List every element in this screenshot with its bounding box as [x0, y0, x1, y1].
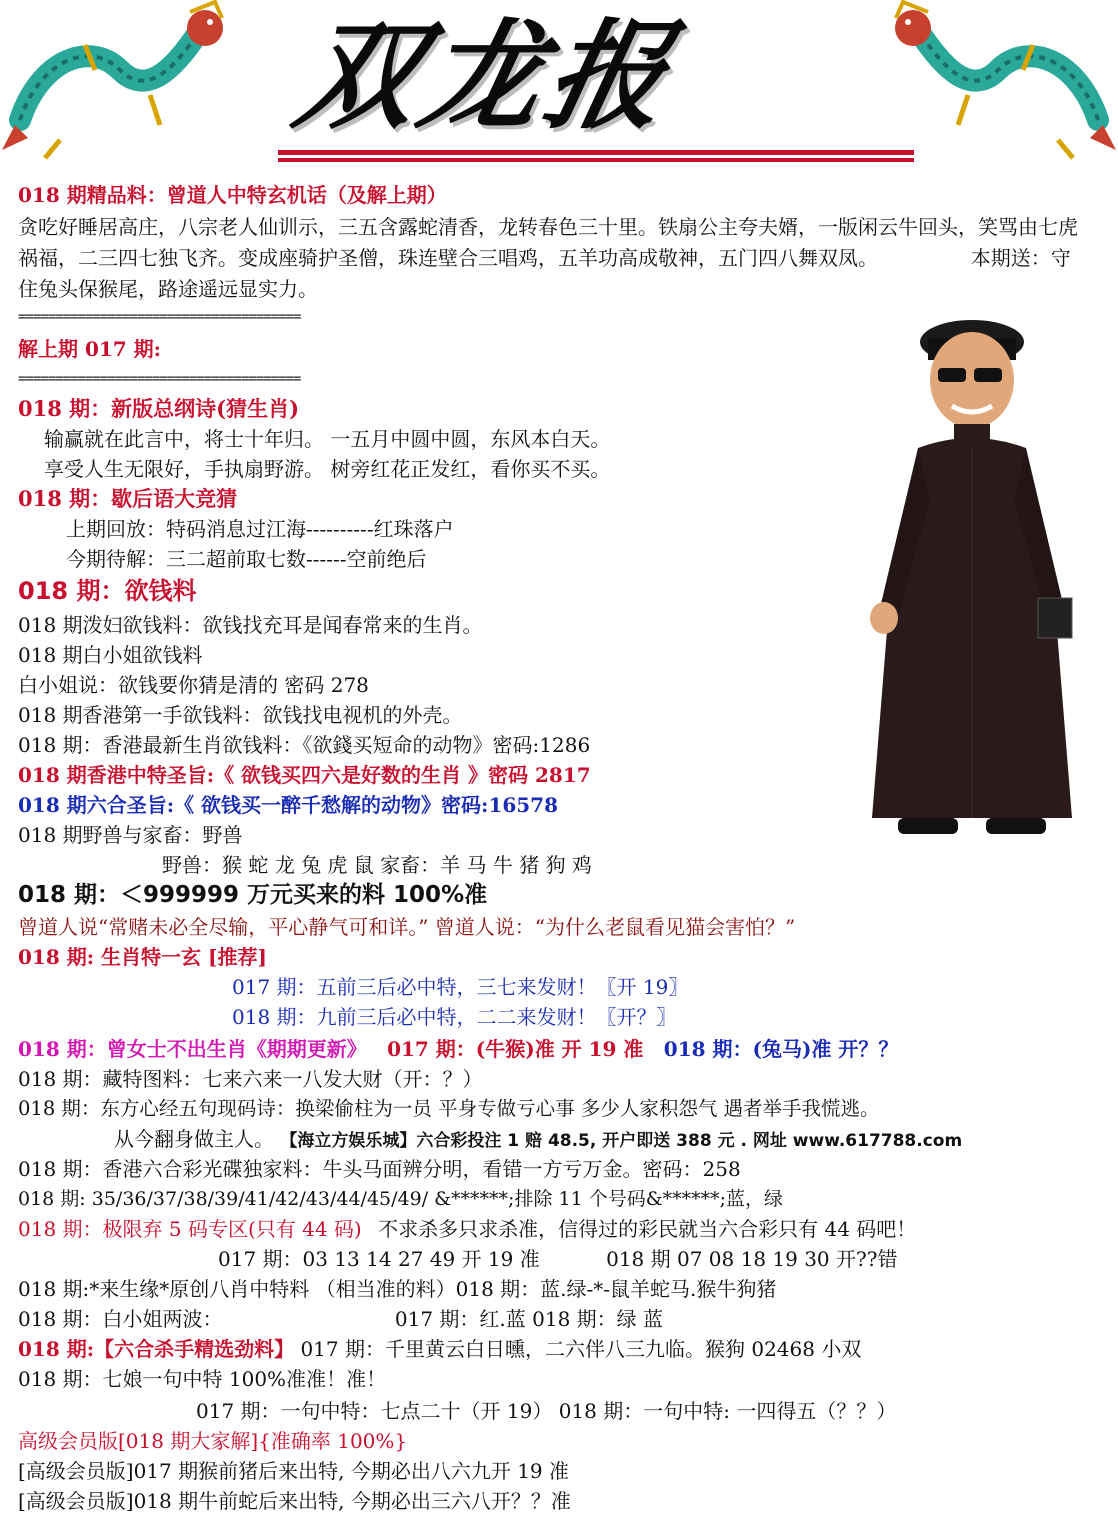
- zodiac-list: 野兽：猴 蛇 龙 兔 虎 鼠 家畜：羊 马 牛 猪 狗 鸡: [162, 853, 592, 877]
- section-heading-jingpin: 018 期精品料：曾道人中特玄机话（及解上期）: [18, 183, 447, 207]
- text-line: 018 期白小姐欲钱料: [18, 643, 203, 667]
- prediction-line: 018 期：九前三后必中特，二二来发财！〖开？〗: [232, 1005, 677, 1029]
- riddle-line: 今期待解：三二超前取七数------空前绝后: [66, 547, 427, 571]
- highlight-line-blue: 018 期六合圣旨:《 欲钱买一醉千愁解的动物》密码:16578: [18, 793, 559, 817]
- section-heading-shengxiao: 018 期: 生肖特一玄 [推荐]: [18, 945, 267, 969]
- mixed-line: [218, 1244, 897, 1274]
- text-line: 017 期：一句中特：七点二十（开 19） 018 期：一句中特: 一四得五（？？）: [196, 1399, 897, 1423]
- riddle-line: 上期回放：特码消息过江海----------红珠落户: [66, 517, 454, 541]
- poem-line: 享受人生无限好，手执扇野游。 树旁红花正发红，看你买不买。: [44, 457, 611, 481]
- text-span-red: 017 期：(牛猴)准 开 19 准: [387, 1037, 644, 1061]
- text-line: 018 期：香港最新生肖欲钱料：《欲錢买短命的动物》密码:1286: [18, 733, 591, 757]
- poem-line: 输赢就在此言中，将士十年归。 一五月中圆中圆，东风本白天。: [44, 427, 611, 451]
- separator: ======================================: [18, 371, 301, 387]
- text-line: 018 期泼妇欲钱料：欲钱找充耳是闻春常来的生肖。: [18, 613, 483, 637]
- headline-999999: 018 期：＜999999 万元买来的料 100%准: [18, 882, 488, 908]
- text-line: [高级会员版]017 期猴前猪后来出特, 今期必出八六九开 19 准: [18, 1459, 570, 1483]
- text-span-blue: 018 期：(兔马)准 开？？: [663, 1037, 899, 1061]
- mixed-line: [18, 1034, 898, 1064]
- section-heading-yuqian: 018 期：欲钱料: [18, 577, 197, 605]
- poem-text: 贪吃好睡居高庄，八宗老人仙训示，三五含露蛇清香，龙转春色三十里。铁扇公主夸夫婿，一版闲云牛回头，笑骂由七虎祸福，二三四七独飞齐。变成座骑护圣僧，珠连壁合三唱鸡，五羊功高成敬神，五门四八舞双凤。: [18, 215, 1078, 270]
- mixed-line: [18, 1304, 663, 1334]
- mixed-line: [18, 1334, 861, 1364]
- quote-line: 曾道人说“常赌未必全尽输，平心静气可和详。” 曾道人说：“为什么老鼠看见猫会害怕？”: [18, 915, 796, 939]
- text-span-red: 018 期:【六合杀手精选劲料】: [18, 1337, 295, 1361]
- text-span: 不求杀多只求杀准，信得过的彩民就当六合彩只有 44 码吧！: [378, 1217, 917, 1241]
- highlight-line-red: 018 期香港中特圣旨:《 欲钱买四六是好数的生肖 》密码 2817: [18, 763, 591, 787]
- casino-ad-link[interactable]: 【海立方娱乐城】六合彩投注 1 赔 48.5, 开户即送 388 元 . 网址 www.617788.com: [280, 1131, 963, 1151]
- text-line: 018 期:*来生缘*原创八肖中特料 （相当准的料）018 期：蓝.绿-*-鼠羊蛇马.猴牛狗猪: [18, 1277, 777, 1301]
- text-span-red: 018 期：极限弃 5 码专区(只有 44 码): [18, 1217, 362, 1241]
- text-line: [高级会员版]018 期牛前蛇后来出特, 今期必出三六八开？？准: [18, 1489, 571, 1513]
- text-line: 018 期: 35/36/37/38/39/41/42/43/44/45/49/ &******;排除 11 个号码&******;蓝，绿: [18, 1188, 784, 1210]
- text-line: 018 期野兽与家畜：野兽: [18, 823, 243, 847]
- prediction-line: 017 期：五前三后必中特，三七来发财！〖开 19〗: [232, 975, 689, 999]
- ad-line: [114, 1124, 962, 1154]
- text-span-magenta: 018 期：曾女士不出生肖《期期更新》: [18, 1037, 367, 1061]
- man-portrait-illustration: [858, 318, 1086, 842]
- text-span: 018 期 07 08 18 19 30 开??错: [606, 1247, 898, 1271]
- masthead-underline: [278, 150, 914, 164]
- gift-text: 本期送：守住兔头保猴尾，路途遥远显实力。: [18, 246, 1071, 301]
- text-span: 017 期：03 13 14 27 49 开 19 准: [218, 1247, 540, 1271]
- previous-solution-heading: 解上期 017 期:: [18, 337, 162, 361]
- text-line: 018 期香港第一手欲钱料：欲钱找电视机的外壳。: [18, 703, 463, 727]
- text-span: 018 期：白小姐两波：: [18, 1307, 223, 1331]
- text-line: 018 期：藏特图料：七来六来一八发大财（开：？）: [18, 1067, 483, 1091]
- section-heading-xiehouyu: 018 期：歇后语大竞猜: [18, 486, 238, 511]
- dragon-left-illustration: [0, 0, 230, 165]
- text-line: 018 期：七娘一句中特 100%准准！准！: [18, 1367, 387, 1391]
- section-heading-vip: 高级会员版[018 期大家解]{准确率 100%}: [18, 1429, 408, 1453]
- text-span: 017 期：红.蓝 018 期：绿 蓝: [394, 1307, 664, 1331]
- text-span: 017 期：千里黄云白日曛，二六伴八三九临。猴狗 02468 小双: [300, 1337, 862, 1361]
- text-line: 白小姐说：欲钱要你猜是清的 密码 278: [18, 673, 369, 697]
- text-line: 018 期：东方心经五句现码诗：换梁偷柱为一员 平身专做亏心事 多少人家积怨气 遇者举手我慌逃。: [18, 1097, 880, 1120]
- section-heading-zonggang: 018 期：新版总纲诗(猜生肖): [18, 396, 300, 421]
- text-line: 018 期：香港六合彩光碟独家料：牛头马面辨分明，看错一方亏万金。密码：258: [18, 1157, 741, 1181]
- poem-paragraph: [18, 212, 1088, 305]
- mixed-line: [18, 1214, 916, 1244]
- text-span: 从今翻身做主人。: [114, 1127, 274, 1151]
- masthead-title: 双龙报: [285, 7, 687, 145]
- separator: ======================================: [18, 309, 301, 325]
